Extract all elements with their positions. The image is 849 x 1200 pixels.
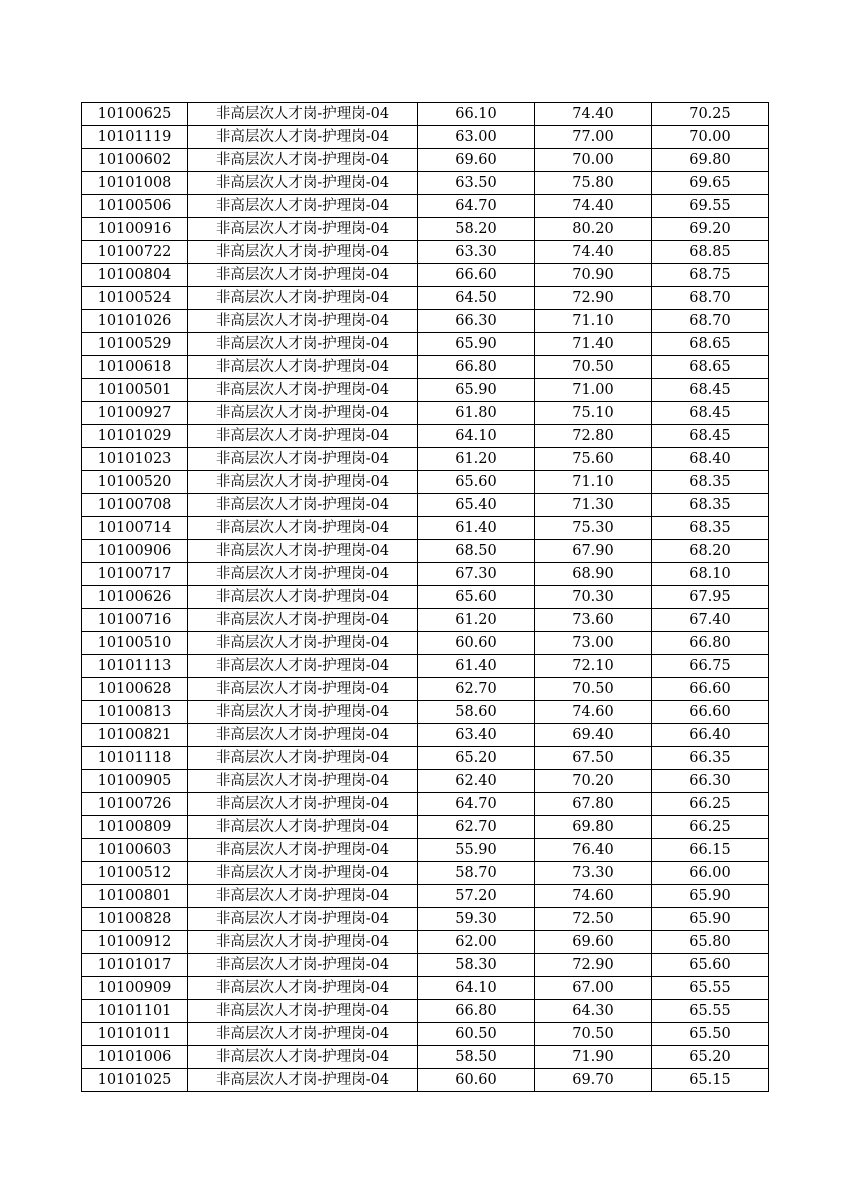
candidate-id-cell: 10100905 <box>82 770 188 793</box>
total-score-cell: 65.50 <box>652 1023 769 1046</box>
table-row <box>82 563 769 586</box>
table-row <box>82 264 769 287</box>
written-score-cell: 65.40 <box>418 494 535 517</box>
written-score-cell: 58.70 <box>418 862 535 885</box>
candidate-id-cell: 10100626 <box>82 586 188 609</box>
post-name-cell: 非高层次人才岗-护理岗-04 <box>188 1000 418 1023</box>
interview-score-cell: 73.60 <box>535 609 652 632</box>
post-name-cell: 非高层次人才岗-护理岗-04 <box>188 701 418 724</box>
total-score-cell: 69.80 <box>652 149 769 172</box>
table-row <box>82 195 769 218</box>
interview-score-cell: 67.50 <box>535 747 652 770</box>
total-score-cell: 68.70 <box>652 310 769 333</box>
interview-score-cell: 77.00 <box>535 126 652 149</box>
written-score-cell: 65.60 <box>418 471 535 494</box>
candidate-id-cell: 10100821 <box>82 724 188 747</box>
written-score-cell: 65.20 <box>418 747 535 770</box>
interview-score-cell: 72.80 <box>535 425 652 448</box>
total-score-cell: 66.60 <box>652 701 769 724</box>
table-row <box>82 218 769 241</box>
interview-score-cell: 80.20 <box>535 218 652 241</box>
table-row <box>82 126 769 149</box>
total-score-cell: 68.20 <box>652 540 769 563</box>
table-row <box>82 471 769 494</box>
table-row <box>82 816 769 839</box>
interview-score-cell: 71.00 <box>535 379 652 402</box>
post-name-cell: 非高层次人才岗-护理岗-04 <box>188 471 418 494</box>
written-score-cell: 62.70 <box>418 816 535 839</box>
table-row <box>82 310 769 333</box>
written-score-cell: 61.40 <box>418 655 535 678</box>
table-row <box>82 425 769 448</box>
post-name-cell: 非高层次人才岗-护理岗-04 <box>188 724 418 747</box>
written-score-cell: 58.30 <box>418 954 535 977</box>
candidate-id-cell: 10101101 <box>82 1000 188 1023</box>
written-score-cell: 61.20 <box>418 448 535 471</box>
total-score-cell: 66.40 <box>652 724 769 747</box>
written-score-cell: 63.50 <box>418 172 535 195</box>
written-score-cell: 57.20 <box>418 885 535 908</box>
post-name-cell: 非高层次人才岗-护理岗-04 <box>188 563 418 586</box>
candidate-id-cell: 10101029 <box>82 425 188 448</box>
total-score-cell: 68.45 <box>652 402 769 425</box>
table-row <box>82 770 769 793</box>
written-score-cell: 67.30 <box>418 563 535 586</box>
post-name-cell: 非高层次人才岗-护理岗-04 <box>188 241 418 264</box>
table-row <box>82 885 769 908</box>
written-score-cell: 68.50 <box>418 540 535 563</box>
interview-score-cell: 71.90 <box>535 1046 652 1069</box>
candidate-id-cell: 10101023 <box>82 448 188 471</box>
total-score-cell: 66.75 <box>652 655 769 678</box>
total-score-cell: 65.90 <box>652 885 769 908</box>
post-name-cell: 非高层次人才岗-护理岗-04 <box>188 655 418 678</box>
table-row <box>82 379 769 402</box>
total-score-cell: 65.55 <box>652 977 769 1000</box>
total-score-cell: 68.70 <box>652 287 769 310</box>
written-score-cell: 62.40 <box>418 770 535 793</box>
candidate-id-cell: 10100717 <box>82 563 188 586</box>
candidate-id-cell: 10100625 <box>82 103 188 126</box>
interview-score-cell: 64.30 <box>535 1000 652 1023</box>
written-score-cell: 60.60 <box>418 632 535 655</box>
interview-score-cell: 71.30 <box>535 494 652 517</box>
candidate-id-cell: 10100510 <box>82 632 188 655</box>
total-score-cell: 65.90 <box>652 908 769 931</box>
table-row <box>82 1069 769 1092</box>
candidate-id-cell: 10100726 <box>82 793 188 816</box>
written-score-cell: 61.80 <box>418 402 535 425</box>
interview-score-cell: 71.10 <box>535 310 652 333</box>
total-score-cell: 65.15 <box>652 1069 769 1092</box>
interview-score-cell: 70.20 <box>535 770 652 793</box>
candidate-id-cell: 10101008 <box>82 172 188 195</box>
table-row <box>82 356 769 379</box>
candidate-id-cell: 10100912 <box>82 931 188 954</box>
candidate-id-cell: 10100628 <box>82 678 188 701</box>
table-row <box>82 954 769 977</box>
candidate-id-cell: 10100520 <box>82 471 188 494</box>
post-name-cell: 非高层次人才岗-护理岗-04 <box>188 333 418 356</box>
interview-score-cell: 70.50 <box>535 678 652 701</box>
written-score-cell: 63.30 <box>418 241 535 264</box>
post-name-cell: 非高层次人才岗-护理岗-04 <box>188 264 418 287</box>
interview-score-cell: 70.30 <box>535 586 652 609</box>
table-row <box>82 402 769 425</box>
table-row <box>82 747 769 770</box>
candidate-id-cell: 10100501 <box>82 379 188 402</box>
table-row <box>82 149 769 172</box>
total-score-cell: 66.25 <box>652 816 769 839</box>
table-row <box>82 655 769 678</box>
total-score-cell: 65.60 <box>652 954 769 977</box>
interview-score-cell: 72.50 <box>535 908 652 931</box>
interview-score-cell: 74.40 <box>535 103 652 126</box>
candidate-id-cell: 10100506 <box>82 195 188 218</box>
written-score-cell: 65.90 <box>418 379 535 402</box>
post-name-cell: 非高层次人才岗-护理岗-04 <box>188 1023 418 1046</box>
table-row <box>82 586 769 609</box>
post-name-cell: 非高层次人才岗-护理岗-04 <box>188 1046 418 1069</box>
total-score-cell: 69.65 <box>652 172 769 195</box>
interview-score-cell: 70.50 <box>535 356 652 379</box>
interview-score-cell: 67.80 <box>535 793 652 816</box>
total-score-cell: 70.00 <box>652 126 769 149</box>
table-row <box>82 333 769 356</box>
candidate-id-cell: 10101017 <box>82 954 188 977</box>
table-row <box>82 241 769 264</box>
table-row <box>82 540 769 563</box>
post-name-cell: 非高层次人才岗-护理岗-04 <box>188 149 418 172</box>
total-score-cell: 68.65 <box>652 356 769 379</box>
candidate-id-cell: 10100916 <box>82 218 188 241</box>
written-score-cell: 66.80 <box>418 1000 535 1023</box>
total-score-cell: 68.10 <box>652 563 769 586</box>
total-score-cell: 66.35 <box>652 747 769 770</box>
score-table <box>81 102 769 1092</box>
post-name-cell: 非高层次人才岗-护理岗-04 <box>188 356 418 379</box>
written-score-cell: 64.10 <box>418 425 535 448</box>
total-score-cell: 68.35 <box>652 517 769 540</box>
table-row <box>82 1000 769 1023</box>
candidate-id-cell: 10100512 <box>82 862 188 885</box>
candidate-id-cell: 10100708 <box>82 494 188 517</box>
table-row <box>82 632 769 655</box>
table-row <box>82 701 769 724</box>
interview-score-cell: 75.30 <box>535 517 652 540</box>
candidate-id-cell: 10101026 <box>82 310 188 333</box>
post-name-cell: 非高层次人才岗-护理岗-04 <box>188 954 418 977</box>
candidate-id-cell: 10101119 <box>82 126 188 149</box>
post-name-cell: 非高层次人才岗-护理岗-04 <box>188 793 418 816</box>
post-name-cell: 非高层次人才岗-护理岗-04 <box>188 586 418 609</box>
interview-score-cell: 74.60 <box>535 885 652 908</box>
written-score-cell: 66.80 <box>418 356 535 379</box>
candidate-id-cell: 10100927 <box>82 402 188 425</box>
post-name-cell: 非高层次人才岗-护理岗-04 <box>188 218 418 241</box>
total-score-cell: 66.25 <box>652 793 769 816</box>
written-score-cell: 58.50 <box>418 1046 535 1069</box>
candidate-id-cell: 10101118 <box>82 747 188 770</box>
table-row <box>82 678 769 701</box>
table-row <box>82 448 769 471</box>
interview-score-cell: 72.90 <box>535 287 652 310</box>
total-score-cell: 68.35 <box>652 471 769 494</box>
total-score-cell: 66.60 <box>652 678 769 701</box>
candidate-id-cell: 10100529 <box>82 333 188 356</box>
post-name-cell: 非高层次人才岗-护理岗-04 <box>188 839 418 862</box>
post-name-cell: 非高层次人才岗-护理岗-04 <box>188 494 418 517</box>
interview-score-cell: 75.10 <box>535 402 652 425</box>
post-name-cell: 非高层次人才岗-护理岗-04 <box>188 310 418 333</box>
interview-score-cell: 69.80 <box>535 816 652 839</box>
post-name-cell: 非高层次人才岗-护理岗-04 <box>188 977 418 1000</box>
interview-score-cell: 71.40 <box>535 333 652 356</box>
interview-score-cell: 70.00 <box>535 149 652 172</box>
post-name-cell: 非高层次人才岗-护理岗-04 <box>188 517 418 540</box>
written-score-cell: 66.60 <box>418 264 535 287</box>
post-name-cell: 非高层次人才岗-护理岗-04 <box>188 770 418 793</box>
written-score-cell: 63.00 <box>418 126 535 149</box>
table-row <box>82 724 769 747</box>
candidate-id-cell: 10100801 <box>82 885 188 908</box>
candidate-id-cell: 10100722 <box>82 241 188 264</box>
post-name-cell: 非高层次人才岗-护理岗-04 <box>188 678 418 701</box>
total-score-cell: 69.20 <box>652 218 769 241</box>
post-name-cell: 非高层次人才岗-护理岗-04 <box>188 609 418 632</box>
candidate-id-cell: 10100828 <box>82 908 188 931</box>
post-name-cell: 非高层次人才岗-护理岗-04 <box>188 540 418 563</box>
total-score-cell: 68.85 <box>652 241 769 264</box>
table-row <box>82 609 769 632</box>
total-score-cell: 70.25 <box>652 103 769 126</box>
post-name-cell: 非高层次人才岗-护理岗-04 <box>188 379 418 402</box>
post-name-cell: 非高层次人才岗-护理岗-04 <box>188 195 418 218</box>
post-name-cell: 非高层次人才岗-护理岗-04 <box>188 816 418 839</box>
table-row <box>82 287 769 310</box>
written-score-cell: 64.70 <box>418 793 535 816</box>
total-score-cell: 66.15 <box>652 839 769 862</box>
total-score-cell: 67.95 <box>652 586 769 609</box>
score-table-body <box>82 103 769 1092</box>
written-score-cell: 64.70 <box>418 195 535 218</box>
post-name-cell: 非高层次人才岗-护理岗-04 <box>188 1069 418 1092</box>
candidate-id-cell: 10100714 <box>82 517 188 540</box>
written-score-cell: 65.60 <box>418 586 535 609</box>
table-row <box>82 977 769 1000</box>
candidate-id-cell: 10100602 <box>82 149 188 172</box>
written-score-cell: 58.20 <box>418 218 535 241</box>
total-score-cell: 68.45 <box>652 379 769 402</box>
written-score-cell: 55.90 <box>418 839 535 862</box>
post-name-cell: 非高层次人才岗-护理岗-04 <box>188 747 418 770</box>
post-name-cell: 非高层次人才岗-护理岗-04 <box>188 885 418 908</box>
interview-score-cell: 70.90 <box>535 264 652 287</box>
written-score-cell: 65.90 <box>418 333 535 356</box>
total-score-cell: 68.45 <box>652 425 769 448</box>
table-row <box>82 908 769 931</box>
total-score-cell: 68.40 <box>652 448 769 471</box>
candidate-id-cell: 10100618 <box>82 356 188 379</box>
written-score-cell: 61.40 <box>418 517 535 540</box>
interview-score-cell: 69.60 <box>535 931 652 954</box>
candidate-id-cell: 10101006 <box>82 1046 188 1069</box>
written-score-cell: 66.10 <box>418 103 535 126</box>
candidate-id-cell: 10100524 <box>82 287 188 310</box>
table-row <box>82 517 769 540</box>
post-name-cell: 非高层次人才岗-护理岗-04 <box>188 287 418 310</box>
total-score-cell: 66.80 <box>652 632 769 655</box>
table-row <box>82 931 769 954</box>
table-row <box>82 1023 769 1046</box>
post-name-cell: 非高层次人才岗-护理岗-04 <box>188 172 418 195</box>
written-score-cell: 63.40 <box>418 724 535 747</box>
written-score-cell: 59.30 <box>418 908 535 931</box>
interview-score-cell: 69.40 <box>535 724 652 747</box>
written-score-cell: 62.70 <box>418 678 535 701</box>
interview-score-cell: 72.90 <box>535 954 652 977</box>
written-score-cell: 64.50 <box>418 287 535 310</box>
interview-score-cell: 74.40 <box>535 241 652 264</box>
total-score-cell: 66.30 <box>652 770 769 793</box>
total-score-cell: 68.65 <box>652 333 769 356</box>
total-score-cell: 67.40 <box>652 609 769 632</box>
total-score-cell: 68.75 <box>652 264 769 287</box>
interview-score-cell: 75.60 <box>535 448 652 471</box>
table-row <box>82 793 769 816</box>
post-name-cell: 非高层次人才岗-护理岗-04 <box>188 632 418 655</box>
candidate-id-cell: 10100809 <box>82 816 188 839</box>
post-name-cell: 非高层次人才岗-护理岗-04 <box>188 126 418 149</box>
interview-score-cell: 74.40 <box>535 195 652 218</box>
total-score-cell: 65.20 <box>652 1046 769 1069</box>
table-row <box>82 862 769 885</box>
candidate-id-cell: 10100603 <box>82 839 188 862</box>
total-score-cell: 69.55 <box>652 195 769 218</box>
candidate-id-cell: 10101113 <box>82 655 188 678</box>
interview-score-cell: 75.80 <box>535 172 652 195</box>
written-score-cell: 69.60 <box>418 149 535 172</box>
candidate-id-cell: 10100906 <box>82 540 188 563</box>
table-row <box>82 494 769 517</box>
table-row <box>82 172 769 195</box>
table-row <box>82 103 769 126</box>
candidate-id-cell: 10100909 <box>82 977 188 1000</box>
interview-score-cell: 72.10 <box>535 655 652 678</box>
candidate-id-cell: 10101025 <box>82 1069 188 1092</box>
interview-score-cell: 71.10 <box>535 471 652 494</box>
post-name-cell: 非高层次人才岗-护理岗-04 <box>188 448 418 471</box>
total-score-cell: 65.55 <box>652 1000 769 1023</box>
table-row <box>82 839 769 862</box>
post-name-cell: 非高层次人才岗-护理岗-04 <box>188 402 418 425</box>
interview-score-cell: 76.40 <box>535 839 652 862</box>
written-score-cell: 60.60 <box>418 1069 535 1092</box>
total-score-cell: 66.00 <box>652 862 769 885</box>
interview-score-cell: 70.50 <box>535 1023 652 1046</box>
total-score-cell: 65.80 <box>652 931 769 954</box>
post-name-cell: 非高层次人才岗-护理岗-04 <box>188 862 418 885</box>
post-name-cell: 非高层次人才岗-护理岗-04 <box>188 103 418 126</box>
post-name-cell: 非高层次人才岗-护理岗-04 <box>188 908 418 931</box>
candidate-id-cell: 10101011 <box>82 1023 188 1046</box>
written-score-cell: 61.20 <box>418 609 535 632</box>
interview-score-cell: 67.90 <box>535 540 652 563</box>
total-score-cell: 68.35 <box>652 494 769 517</box>
candidate-id-cell: 10100716 <box>82 609 188 632</box>
interview-score-cell: 69.70 <box>535 1069 652 1092</box>
post-name-cell: 非高层次人才岗-护理岗-04 <box>188 931 418 954</box>
written-score-cell: 58.60 <box>418 701 535 724</box>
interview-score-cell: 73.30 <box>535 862 652 885</box>
written-score-cell: 62.00 <box>418 931 535 954</box>
interview-score-cell: 67.00 <box>535 977 652 1000</box>
interview-score-cell: 73.00 <box>535 632 652 655</box>
written-score-cell: 64.10 <box>418 977 535 1000</box>
written-score-cell: 60.50 <box>418 1023 535 1046</box>
post-name-cell: 非高层次人才岗-护理岗-04 <box>188 425 418 448</box>
candidate-id-cell: 10100813 <box>82 701 188 724</box>
table-row <box>82 1046 769 1069</box>
interview-score-cell: 74.60 <box>535 701 652 724</box>
candidate-id-cell: 10100804 <box>82 264 188 287</box>
written-score-cell: 66.30 <box>418 310 535 333</box>
interview-score-cell: 68.90 <box>535 563 652 586</box>
